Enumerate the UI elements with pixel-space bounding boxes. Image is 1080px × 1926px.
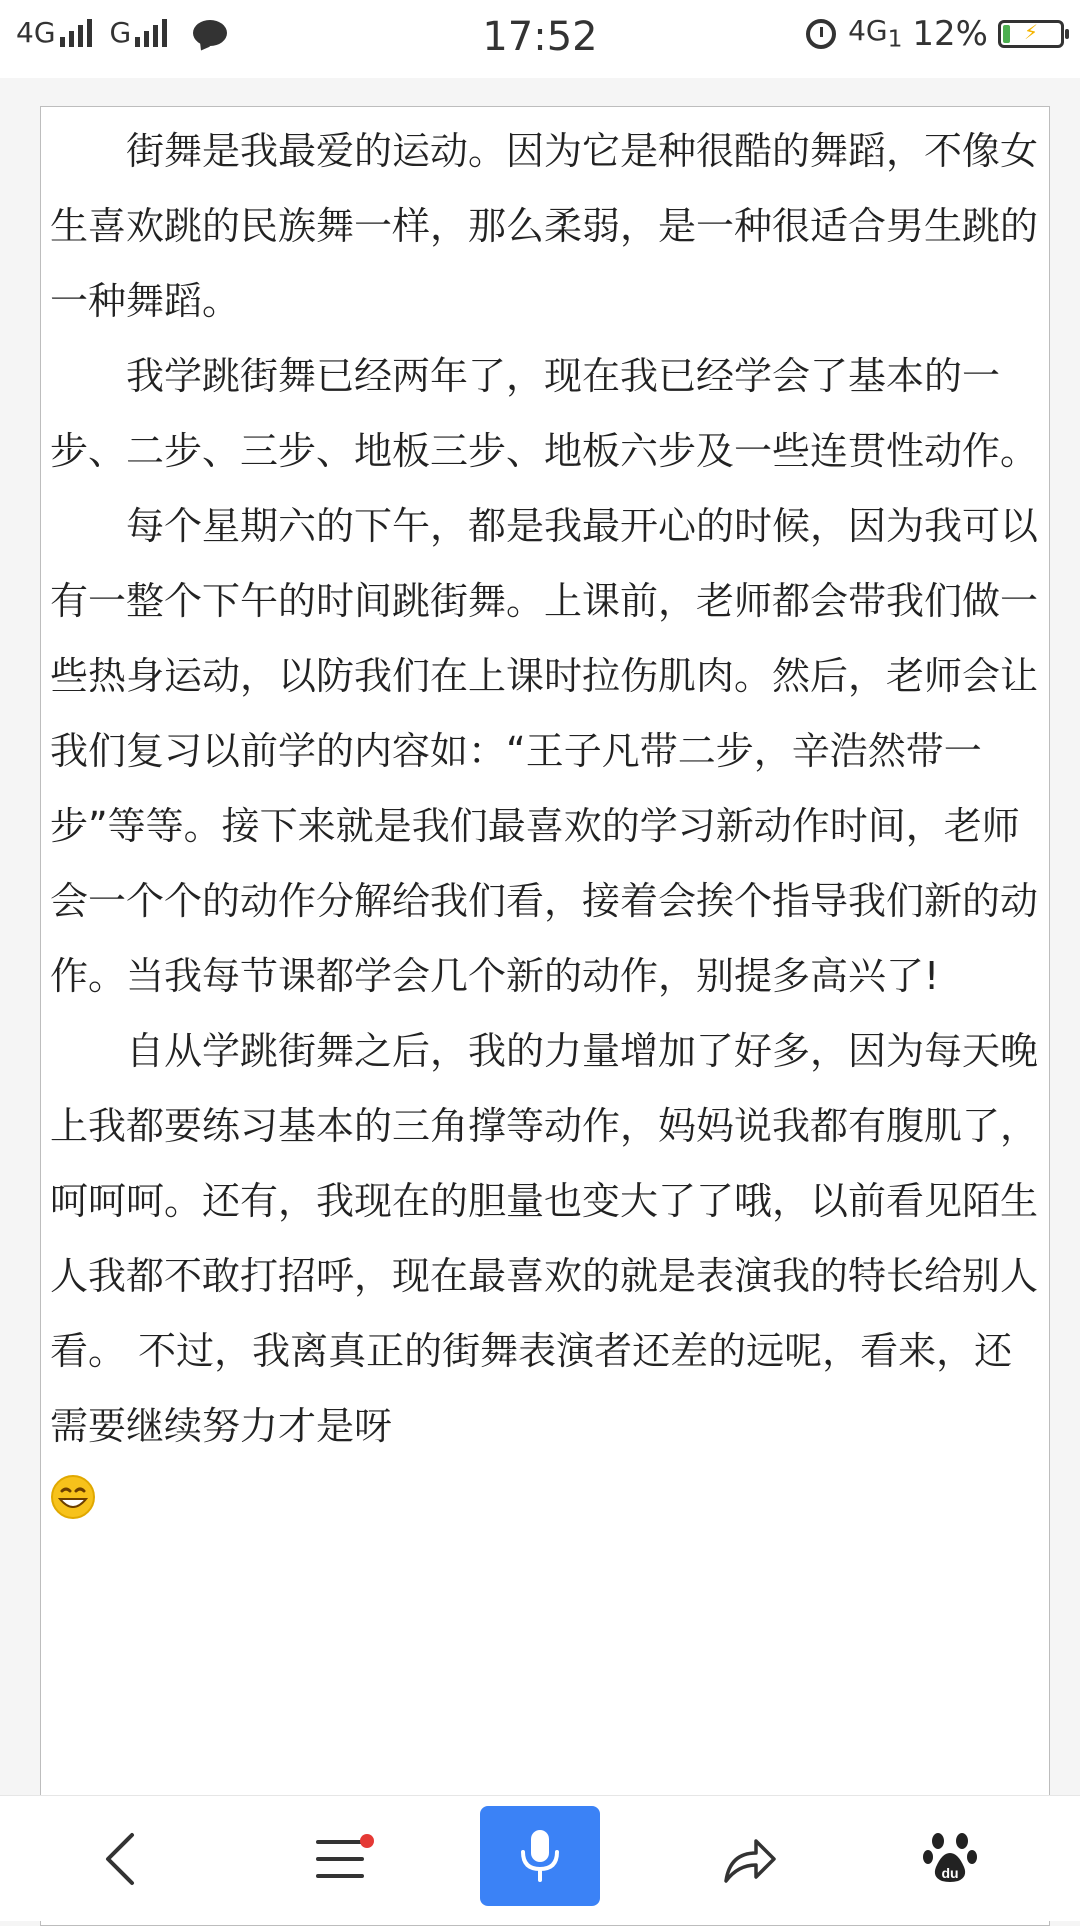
back-icon	[100, 1831, 140, 1887]
menu-button[interactable]	[290, 1796, 390, 1921]
network-type-label-2: G	[109, 16, 132, 49]
bottom-navigation-bar	[0, 1795, 1080, 1921]
article-paragraph: 街舞是我最爱的运动。因为它是种很酷的舞蹈，不像女生喜欢跳的民族舞一样，那么柔弱，是一种很适合男生跳的一种舞蹈。	[50, 129, 1039, 323]
article-paragraph: 自从学跳街舞之后，我的力量增加了好多，因为每天晚上我都要练习基本的三角撑等动作，妈妈说我都有腹肌了，呵呵呵。还有，我现在的胆量也变大了了哦，以前看见陌生人我都不敢打招呼，现在最喜欢的就是表演我的特长给别人看。 不过，我离真正的街舞表演者还差的远呢，看来，还需要继续努力才是呀	[50, 1029, 1039, 1448]
share-icon	[722, 1833, 778, 1885]
clock: 17:52	[482, 14, 598, 60]
baidu-home-button[interactable]	[900, 1796, 1000, 1921]
voice-search-button[interactable]	[480, 1806, 600, 1906]
article-paragraph: 我学跳街舞已经两年了，现在我已经学会了基本的一步、二步、三步、地板三步、地板六步及一些连贯性动作。	[50, 354, 1039, 473]
article-body	[50, 114, 1050, 1545]
mobile-data-label: 4G	[848, 14, 888, 48]
mobile-data-indicator	[848, 14, 903, 53]
battery-percent: 12%	[912, 14, 988, 54]
baidu-paw-icon	[922, 1831, 978, 1887]
share-button[interactable]	[700, 1796, 800, 1921]
charging-bolt-icon: ⚡	[1023, 20, 1039, 44]
grinning-face-icon	[50, 1474, 96, 1520]
network-type-label: 4G	[16, 16, 56, 49]
notification-dot	[360, 1834, 374, 1848]
menu-icon	[314, 1836, 366, 1882]
svg-text:du: du	[941, 1864, 959, 1881]
grinning-face-emoji-icon	[50, 1464, 1050, 1545]
article-paragraph: 每个星期六的下午，都是我最开心的时候，因为我可以有一整个下午的时间跳街舞。上课前，老师都会带我们做一些热身运动，以防我们在上课时拉伤肌肉。然后，老师会让我们复习以前学的内容如：“王子凡带二步，辛浩然带一步”等等。接下来就是我们最喜欢的学习新动作时间，老师会一个个的动作分解给我们看，接着会挨个指导我们新的动作。当我每节课都学会几个新的动作，别提多高兴了!	[50, 504, 1039, 998]
sim-slot-label: 1	[887, 24, 903, 53]
battery-icon	[998, 20, 1064, 48]
alarm-icon	[806, 19, 836, 49]
status-right	[806, 14, 1064, 54]
microphone-icon	[518, 1828, 562, 1884]
back-button[interactable]	[70, 1796, 170, 1921]
status-bar	[0, 0, 1080, 78]
